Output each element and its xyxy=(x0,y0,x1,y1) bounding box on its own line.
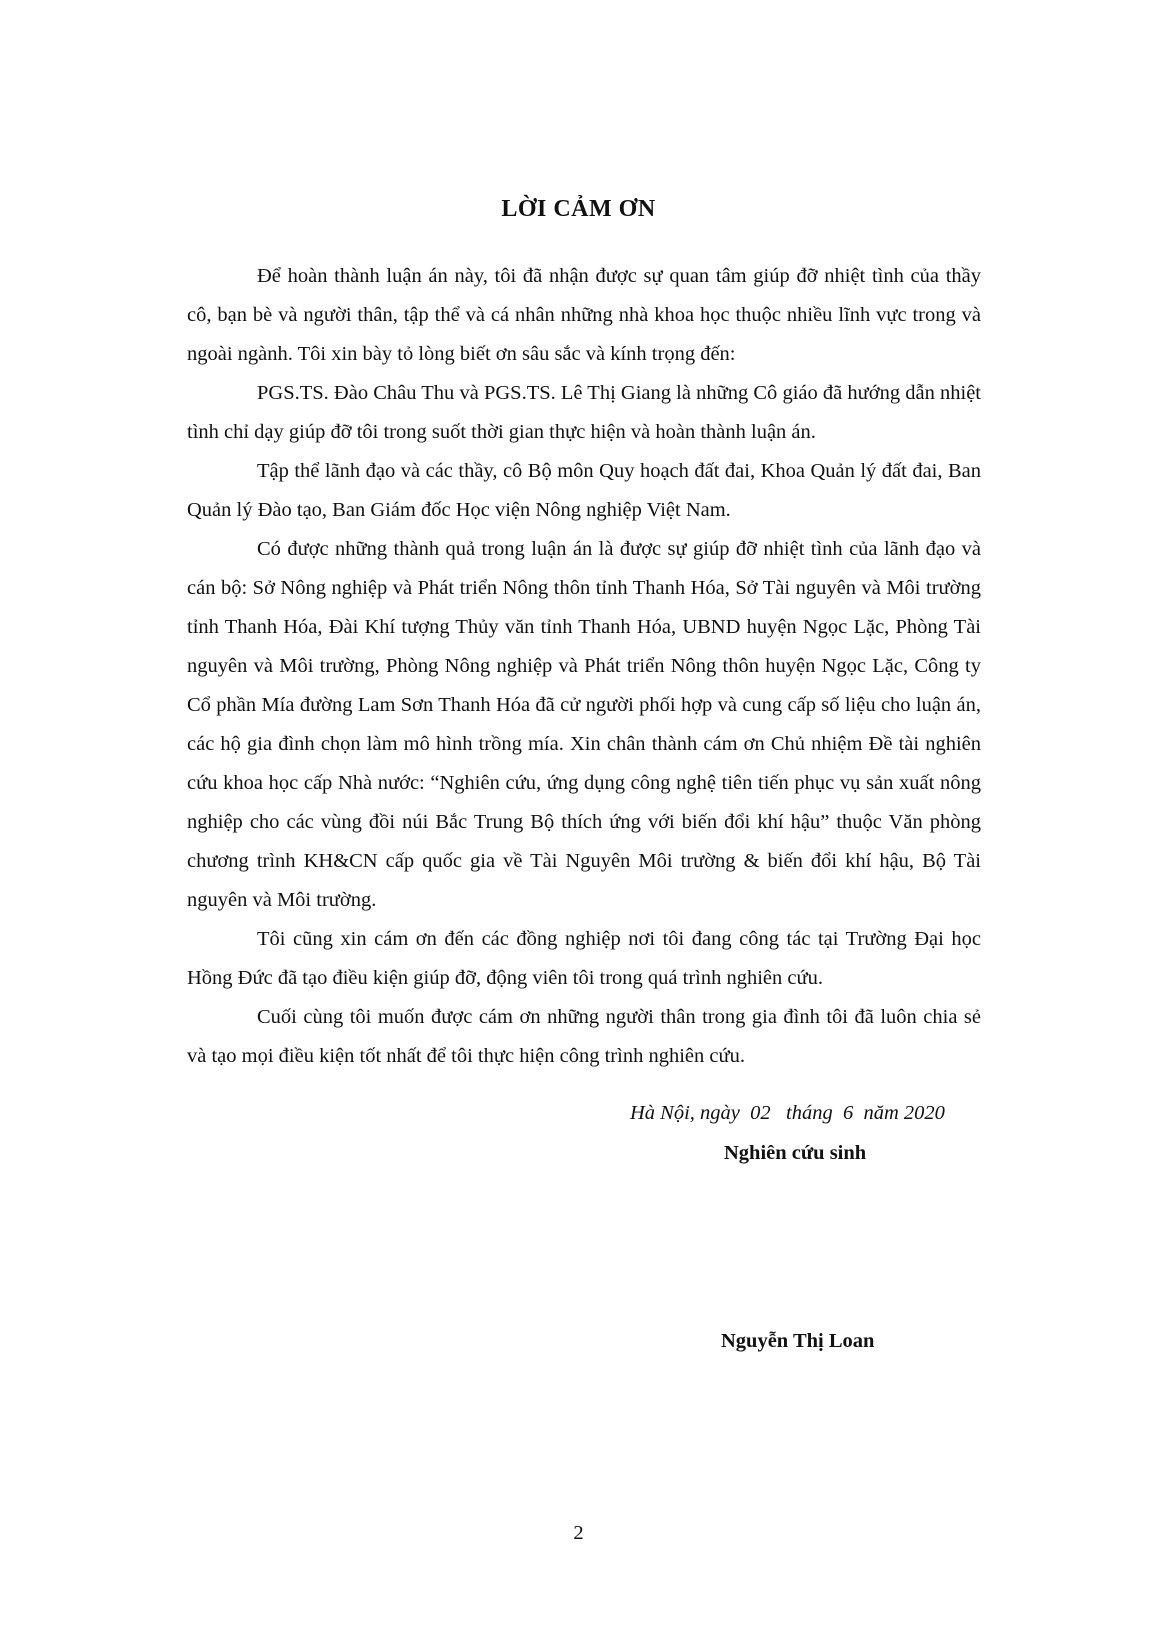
signature-name: Nguyễn Thị Loan xyxy=(721,1330,875,1352)
page-number: 2 xyxy=(573,1522,584,1544)
paragraph-supervisors: PGS.TS. Đào Châu Thu và PGS.TS. Lê Thị Giang là những Cô giáo đã hướng dẫn nhiệt tình chỉ dạy giúp đỡ tôi trong suốt thời gian thực hiện và hoàn thành luận án. xyxy=(187,382,981,443)
page-title: LỜI CẢM ƠN xyxy=(501,196,656,222)
paragraph-colleagues: Tôi cũng xin cám ơn đến các đồng nghiệp nơi tôi đang công tác tại Trường Đại học Hồng Đức đã tạo điều kiện giúp đỡ, động viên tôi trong quá trình nghiên cứu. xyxy=(187,928,981,989)
acknowledgement-body xyxy=(187,257,981,1076)
paragraph-intro: Để hoàn thành luận án này, tôi đã nhận được sự quan tâm giúp đỡ nhiệt tình của thầy cô, bạn bè và người thân, tập thể và cá nhân những nhà khoa học thuộc nhiều lĩnh vực trong và ngoài ngành. Tôi xin bày tỏ lòng biết ơn sâu sắc và kính trọng đến: xyxy=(187,265,981,365)
signature-role: Nghiên cứu sinh xyxy=(724,1142,867,1164)
paragraph-organizations: Có được những thành quả trong luận án là được sự giúp đỡ nhiệt tình của lãnh đạo và cán bộ: Sở Nông nghiệp và Phát triển Nông thôn tỉnh Thanh Hóa, Sở Tài nguyên và Môi trường tỉnh Thanh Hóa, Đài Khí tượng Thủy văn tỉnh Thanh Hóa, UBND huyện Ngọc Lặc, Phòng Tài nguyên và Môi trường, Phòng Nông nghiệp và Phát triển Nông thôn huyện Ngọc Lặc, Công ty Cổ phần Mía đường Lam Sơn Thanh Hóa đã cử người phối hợp và cung cấp số liệu cho luận án, các hộ gia đình chọn làm mô hình trồng mía. Xin chân thành cám ơn Chủ nhiệm Đề tài nghiên cứu khoa học cấp Nhà nước: “Nghiên cứu, ứng dụng công nghệ tiên tiến phục vụ sản xuất nông nghiệp cho các vùng đồi núi Bắc Trung Bộ thích ứng với biến đổi khí hậu” thuộc Văn phòng chương trình KH&CN cấp quốc gia về Tài Nguyên Môi trường & biến đổi khí hậu, Bộ Tài nguyên và Môi trường. xyxy=(187,538,981,911)
paragraph-family: Cuối cùng tôi muốn được cám ơn những người thân trong gia đình tôi đã luôn chia sẻ và tạo mọi điều kiện tốt nhất để tôi thực hiện công trình nghiên cứu. xyxy=(187,1006,981,1067)
paragraph-faculty: Tập thể lãnh đạo và các thầy, cô Bộ môn Quy hoạch đất đai, Khoa Quản lý đất đai, Ban Quản lý Đào tạo, Ban Giám đốc Học viện Nông nghiệp Việt Nam. xyxy=(187,460,981,521)
signature-date: Hà Nội, ngày 02 tháng 6 năm 2020 xyxy=(630,1102,945,1124)
